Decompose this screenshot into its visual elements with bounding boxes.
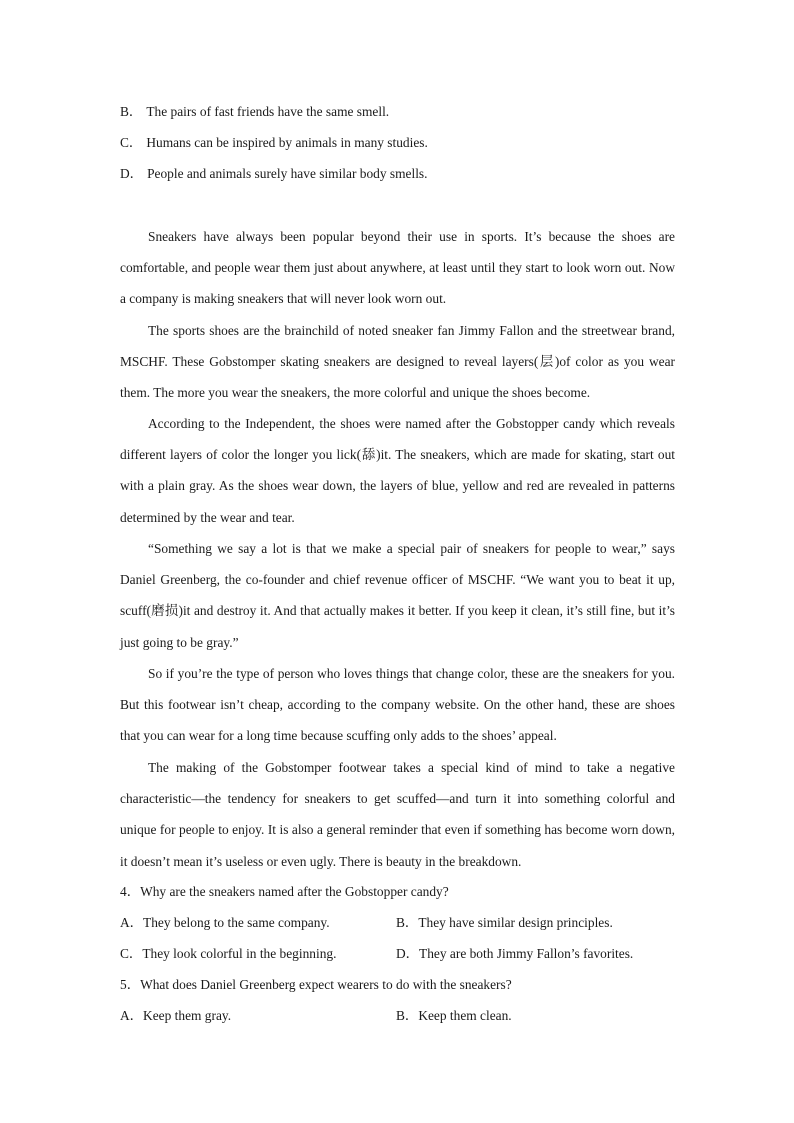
passage-paragraph-5: So if you’re the type of person who loves things that change color, these are the sneakers for you. But this footwear isn’t cheap, according to the company website. On the other hand, these are shoes that you can wear for a long time because scuffing only adds to the shoes’ appeal. [120, 666, 675, 744]
passage-paragraph-1: Sneakers have always been popular beyond their use in sports. It’s because the shoes are comfortable, and people wear them just about anywhere, at least until they start to look worn out. Now a company is making sneakers that will never look worn out. [120, 229, 675, 307]
question-5-stem: 5．What does Daniel Greenberg expect wearers to do with the sneakers? [120, 977, 512, 992]
question-4-option-b: B．They have similar design principles. [396, 915, 613, 930]
prev-option-c: C． Humans can be inspired by animals in many studies. [120, 135, 428, 150]
prev-option-b: B． The pairs of fast friends have the same smell. [120, 104, 390, 119]
question-5-option-a: A．Keep them gray. [120, 1008, 232, 1023]
passage-paragraph-2: The sports shoes are the brainchild of noted sneaker fan Jimmy Fallon and the streetwear brand, MSCHF. These Gobstomper skating sneakers are designed to reveal layers(层)of color as you wear them. The more you wear the sneakers, the more colorful and unique the shoes become. [120, 323, 675, 401]
prev-option-d: D． People and animals surely have similar body smells. [120, 166, 428, 181]
question-5-option-b: B．Keep them clean. [396, 1008, 512, 1023]
passage-paragraph-3: According to the Independent, the shoes were named after the Gobstopper candy which reveals different layers of color the longer you lick(舔)it. The sneakers, which are made for skating, start out with a plain gray. As the shoes wear down, the layers of blue, yellow and red are revealed in patterns determined by the wear and tear. [120, 416, 675, 525]
question-4-option-d: D．They are both Jimmy Fallon’s favorites. [396, 946, 634, 961]
question-4-stem: 4．Why are the sneakers named after the Gobstopper candy? [120, 884, 449, 899]
question-4-option-c: C．They look colorful in the beginning. [120, 946, 337, 961]
question-4-option-a: A．They belong to the same company. [120, 915, 330, 930]
passage-paragraph-4: “Something we say a lot is that we make a special pair of sneakers for people to wear,” says Daniel Greenberg, the co-founder and chief revenue officer of MSCHF. “We want you to beat it up, scuff(磨损)it and destroy it. And that actually makes it better. If you keep it clean, it’s still fine, but it’s just going to be gray.” [120, 541, 675, 650]
passage-paragraph-6: The making of the Gobstomper footwear takes a special kind of mind to take a negative characteristic—the tendency for sneakers to get scuffed—and turn it into something colorful and unique for people to enjoy. It is also a general reminder that even if something has become worn down, it doesn’t mean it’s useless or even ugly. There is beauty in the breakdown. [120, 760, 675, 869]
